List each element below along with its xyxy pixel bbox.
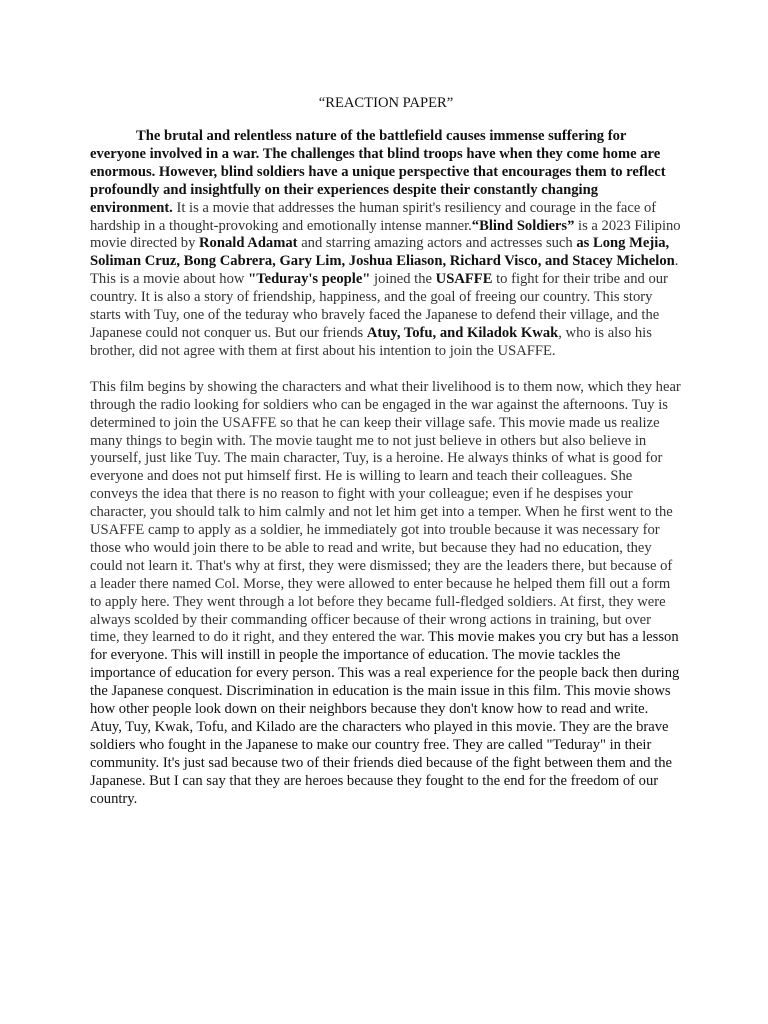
intro-text-4: . This is a movie about how [90,253,679,288]
intro-text-1: It is a movie that addresses the human spirit's resiliency and courage in the face of hardship in a thought-provoking and emotionally intense manner. [90,199,657,234]
movie-title: “Blind Soldiers” [471,217,575,234]
body-text-a: This film begins by showing the characters and what their livelihood is to them now, which they hear through the radio looking for soldiers who can be engaged in the war against the afternoons. Tuy is determined to join the USAFFE so that he can keep their village safe. This movie made us realize many things to begin with. The movie taught me to not just believe in others but also believe in yourself, just like Tuy. The main character, Tuy, is a heroine. He always thinks of what is good for everyone and does not put himself first. He is willing to learn and teach their colleagues. She conveys the idea that there is no reason to fight with your colleague; even if he despises your character, you should talk to him calmly and not let him get into a temper. When he first went to the USAFFE camp to apply as a soldier, he immediately got into trouble because it was necessary for those who would join there to be able to read and write, but because they had no education, they could not learn it. That's why at first, they were dismissed; they are the leaders there, but because of a leader there named Col. Morse, they were allowed to enter because he helped them fill out a form to apply here. They went through a lot before they became full-fledged soldiers. At first, they were always scolded by their commanding officer because of their wrong actions in training, but over time, they learned to do it right, and they entered the war. [90,378,681,646]
director-name: Ronald Adamat [199,235,298,252]
paragraph-body [90,379,682,809]
paragraph-intro [90,128,682,361]
intro-text-5: joined the [370,271,436,288]
document-title: “REACTION PAPER” [318,95,454,111]
body-text-b: This movie makes you cry but has a lesson for everyone. This will instill in people the importance of education. The movie tackles the importance of education for every person. This was a real experience for the people back then during the Japanese conquest. Discrimination in education is the main issue in this film. This movie shows how other people look down on their neighbors because they don't know how to read and write. Atuy, Tuy, Kwak, Tofu, and Kilado are the characters who played in this movie. They are the brave soldiers who fought in the Japanese to make our country free. They are called "Teduray" in their community. It's just sad because two of their friends died because of the fight between them and the Japanese. But I can say that they are heroes because they fought to the end for the freedom of our country. [90,629,680,807]
usaffe-name: USAFFE [435,271,493,288]
intro-text-3: and starring amazing actors and actresses such [297,235,577,252]
intro-text-7: , who is also his brother, did not agree with them at first about his intention to join the USAFFE. [90,324,652,359]
intro-text-2: is a 2023 Filipino movie directed by [90,217,681,252]
intro-text-6: to fight for their tribe and our country. It is also a story of friendship, happiness, and the goal of freeing our country. This story starts with Tuy, one of the teduray who bravely faced the Japanese to defend their village, and the Japanese could not conquer us. But our friends [90,271,668,341]
document-page [90,94,682,809]
friends-names: Atuy, Tofu, and Kiladok Kwak [366,324,559,341]
lead-sentence: The brutal and relentless nature of the battlefield causes immense suffering for everyone involved in a war. The challenges that blind troops have when they come home are enormous. However, blind soldiers have a unique perspective that encourages them to reflect profoundly and insightfully on their experiences despite their constantly changing environment. [90,128,666,216]
cast-list: as Long Mejia, Soliman Cruz, Bong Cabrera, Gary Lim, Joshua Eliason, Richard Visco, and Stacey Michelon [90,235,675,270]
teduray-people: "Teduray's people" [248,271,371,288]
